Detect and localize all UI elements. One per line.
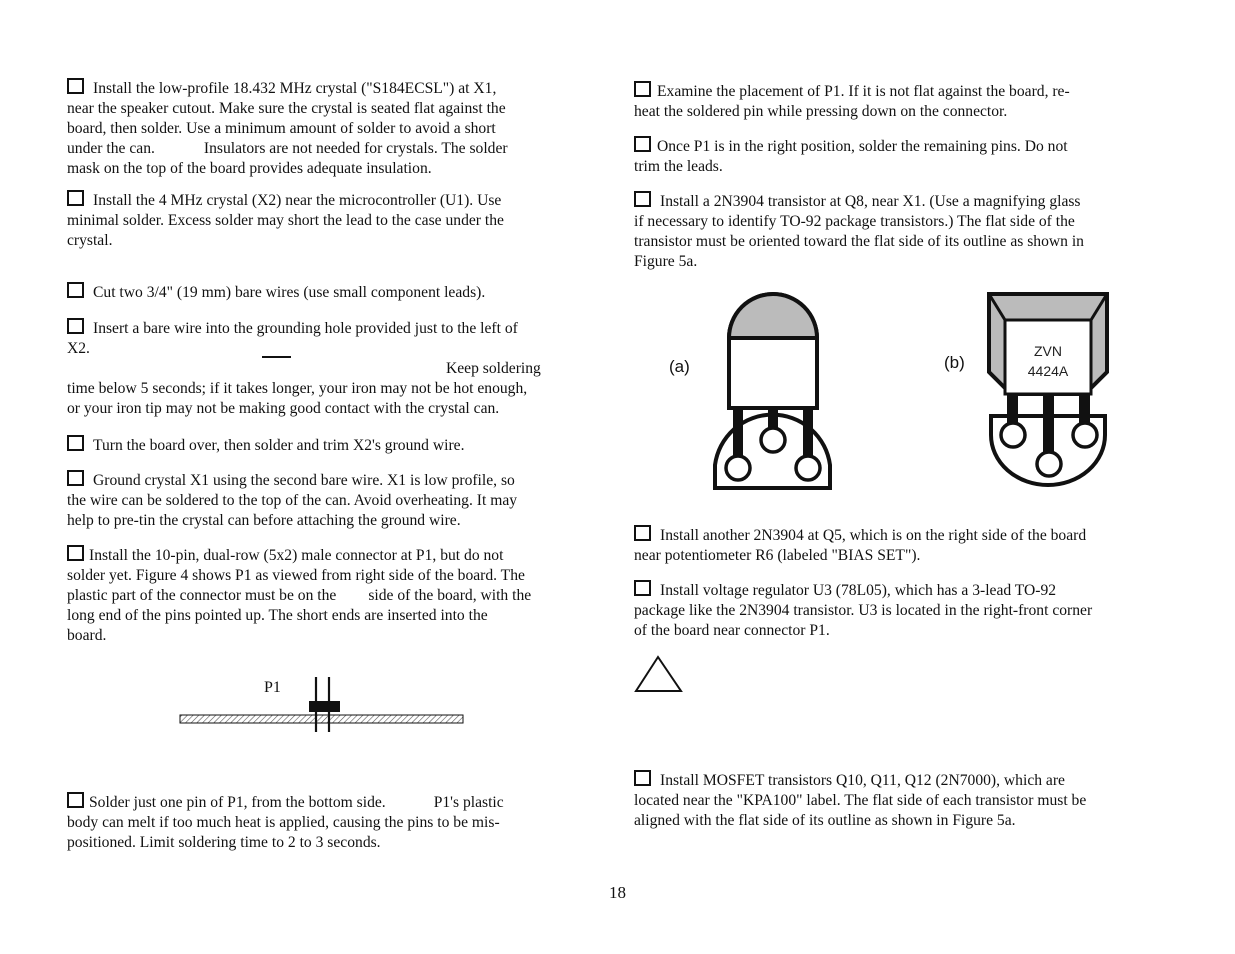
step-install-u3: Install voltage regulator U3 (78L05), which has a 3-lead TO-92 package like the 2N3904 transistor. U3 is located in the right-front corner of the board near connector P1.: [634, 582, 1093, 639]
figure-5-label-a: (a): [669, 357, 690, 376]
step-install-q5: Install another 2N3904 at Q5, which is on the right side of the board near potentiometer R6 (labeled "BIAS SET").: [634, 527, 1087, 564]
checkbox-icon[interactable]: [67, 190, 84, 206]
step-cut-wires: Cut two 3/4" (19 mm) bare wires (use small component leads).: [67, 282, 587, 303]
step-install-crystal-x1: Install the low-profile 18.432 MHz crystal ("S184ECSL") at X1, near the speaker cutout. Make sure the crystal is seated flat against the board, then solder. Use a minimum amount of solder to avoid a short under the can. Insulators are not needed for crystals. The solder mask on the top of the board provides adequate insulation.: [67, 80, 508, 177]
checkbox-icon[interactable]: [67, 545, 84, 561]
figure-5b-part-number: ZVN 4424A: [1027, 343, 1069, 379]
step-ground-x1: Ground crystal X1 using the second bare wire. X1 is low profile, so the wire can be soldered to the top of the can. Avoid overheating. It may help to pre-tin the crystal can before attaching the ground wire.: [67, 472, 518, 529]
checkbox-icon[interactable]: [634, 81, 651, 97]
checkbox-icon[interactable]: [634, 770, 651, 786]
warning-triangle-icon: [634, 654, 684, 694]
checkbox-icon[interactable]: [67, 318, 84, 334]
checkbox-icon[interactable]: [67, 435, 84, 451]
checkbox-icon[interactable]: [634, 525, 651, 541]
step-solder-remaining-pins: Once P1 is in the right position, solder the remaining pins. Do not trim the leads.: [634, 138, 1068, 175]
checkbox-icon[interactable]: [634, 191, 651, 207]
checkbox-icon[interactable]: [634, 580, 651, 596]
checkbox-icon[interactable]: [67, 282, 84, 298]
figure-5-label-b: (b): [944, 353, 965, 372]
dash-mark: [262, 356, 291, 358]
step-install-crystal-x2: Install the 4 MHz crystal (X2) near the microcontroller (U1). Use minimal solder. Excess solder may short the lead to the case under the crystal.: [67, 192, 504, 249]
step-solder-one-pin: Solder just one pin of P1, from the bottom side. P1's plastic body can melt if too much heat is applied, causing the pins to be mis- positioned. Limit soldering time to 2 to 3 seconds.: [67, 794, 504, 851]
checkbox-icon[interactable]: [67, 792, 84, 808]
step-install-mosfets: Install MOSFET transistors Q10, Q11, Q12 (2N7000), which are located near the "KPA100" label. The flat side of each transistor must be aligned with the flat side of its outline as shown in Figure 5a.: [634, 772, 1087, 829]
figure-4-connector-diagram: [170, 670, 480, 740]
step-install-q8: Install a 2N3904 transistor at Q8, near X1. (Use a magnifying glass if necessary to identify TO-92 package transistors.) The flat side of the transistor must be oriented toward the flat side of its outline as shown in Figure 5a.: [634, 193, 1084, 270]
figure-5b-mosfet: [985, 290, 1113, 490]
step-insert-bare-wire: Insert a bare wire into the grounding hole provided just to the left of X2. Keep soldering time below 5 seconds; if it takes longer, your iron may not be hot enough, or your iron tip may not be making good contact with the crystal can.: [67, 320, 541, 417]
checkbox-icon[interactable]: [67, 470, 84, 486]
page-number: 18: [609, 883, 626, 902]
figure-5a-to92-transistor: [705, 290, 840, 495]
step-examine-p1: Examine the placement of P1. If it is not flat against the board, re- heat the soldered pin while pressing down on the connector.: [634, 83, 1070, 120]
checkbox-icon[interactable]: [634, 136, 651, 152]
figure-4-p1-label: P1: [264, 679, 281, 696]
checkbox-icon[interactable]: [67, 78, 84, 94]
step-install-p1: Install the 10-pin, dual-row (5x2) male connector at P1, but do not solder yet. Figure 4 shows P1 as viewed from right side of the board. The plastic part of the connector must be on the side of the board, with the long end of the pins pointed up. The short ends are inserted into the board.: [67, 547, 532, 644]
step-solder-x2-ground: Turn the board over, then solder and trim X2's ground wire.: [67, 435, 587, 456]
